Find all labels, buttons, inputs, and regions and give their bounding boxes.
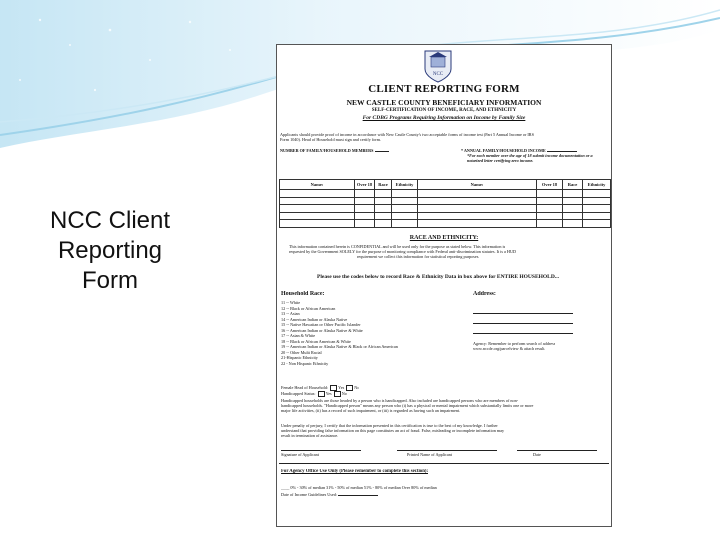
income-note: *For each member over the age of 18 submit income documentation or a notarized letter certifying zero income. [467, 153, 593, 163]
col-header: Race [375, 180, 392, 190]
slide-title: NCC Client Reporting Form [49, 207, 171, 294]
intro-text-2: Form 1040). Head of Household must sign and certify form. [280, 137, 382, 142]
members-label: NUMBER OF FAMILY/HOUSEHOLD MEMBERS [280, 148, 389, 153]
female-hoh-label: Female Head of Household: [281, 385, 329, 390]
agency-use-heading: For Agency Office Use Only (Please remember to complete this section): [281, 469, 429, 474]
col-header: Name: [280, 180, 355, 190]
codes-instruction: Please use the codes below to record Race & Ethnicity Data in box above for ENTIRE HOUSEHOLD... [317, 274, 559, 280]
client-reporting-form-image [276, 44, 612, 527]
race-code-16: 16 -- American Indian or Alaska Native & White [281, 327, 363, 333]
race-code-21: 21-Hispanic Ethnicity [281, 355, 318, 360]
certification-1: Under penalty of perjury, I certify that the information presented in this certification is true to the best of my knowledge. I further [281, 423, 498, 428]
form-title: CLIENT REPORTING FORM [368, 83, 520, 95]
household-members-table [279, 179, 611, 228]
handicapped-yes-checkbox[interactable] [318, 391, 325, 397]
program-line: For CDBG Programs Requiring Information on Income by Family Size [362, 115, 526, 121]
col-header: Ethnicity [583, 180, 611, 190]
no-label: No [354, 385, 360, 390]
race-heading: RACE AND ETHNICITY: [409, 235, 479, 241]
address-line [473, 323, 573, 324]
table-row [280, 212, 611, 220]
yes-label: Yes [325, 391, 332, 396]
agency-note-2: www.nccde.org/parcelview & attach result. [473, 346, 546, 351]
race-code-11: 11 -- White [281, 300, 301, 305]
race-para-1: This information contained herein is CONFIDENTIAL and will be used only for the purpose as stated below. This information is [289, 244, 506, 249]
race-code-15: 15 -- Native Hawaiian or Other Pacific Islander [281, 322, 361, 327]
divider [279, 463, 609, 464]
handicapped-no-checkbox[interactable] [334, 391, 341, 397]
race-para-2: requested by the Government SOLELY for the purpose of monitoring compliance with Federal anti-discrimination statutes. It is a HUD [289, 249, 517, 254]
race-code-13: 13 -- Asian [281, 311, 300, 316]
certification-3: result in termination of assistance. [281, 433, 339, 438]
col-header: Over 18 [355, 180, 375, 190]
col-header: Over 18 [537, 180, 563, 190]
handicap-para-2: handicapped households. "Handicapped person" means any person who (i) has a physical or mental impairment which substantially limits one or more [281, 403, 534, 408]
agency-note-1: Agency: Remember to perform search of address [473, 341, 556, 346]
printed-name-line [397, 450, 497, 451]
table-row [280, 197, 611, 205]
col-header: Name: [418, 180, 537, 190]
address-line [473, 333, 573, 334]
race-code-12: 12 -- Black or African American [281, 305, 336, 311]
handicapped-row [281, 391, 347, 397]
handicap-para-1: Handicapped households are those headed by a person who is handicapped. Also included are handicapped persons who are members of non- [281, 398, 519, 403]
income-brackets: ____ 0% - 30% of median 31% - 50% of median 51% - 80% of median Over 80% of median [281, 485, 437, 490]
address-line [473, 313, 573, 314]
table-row [280, 190, 611, 198]
race-code-18: 18 -- Black or African American & White [281, 338, 351, 344]
form-subtitle-2: SELF-CERTIFICATION OF INCOME, RACE, AND ETHNICITY [371, 108, 517, 113]
signature-label: Signature of Applicant [281, 452, 319, 457]
table-row [280, 205, 611, 213]
female-hoh-no-checkbox[interactable] [346, 385, 353, 391]
county-seal-logo [423, 49, 453, 83]
signature-line [281, 450, 361, 451]
income-label: * ANNUAL FAMILY/HOUSEHOLD INCOME [461, 148, 577, 153]
date-label: Date [533, 452, 541, 457]
col-header: Ethnicity [392, 180, 418, 190]
household-race-heading: Household Race: [281, 291, 325, 297]
col-header: Race [563, 180, 583, 190]
form-subtitle: NEW CASTLE COUNTY BENEFICIARY INFORMATION [346, 98, 542, 107]
guidelines-date: Date of Income Guidelines Used: [281, 492, 378, 497]
race-code-14: 14 -- American Indian or Alaska Native [281, 316, 348, 322]
race-code-20: 20 -- Other Multi Racial [281, 349, 322, 355]
yes-label: Yes [338, 385, 345, 390]
table-row [280, 220, 611, 228]
table-header-row [280, 180, 611, 190]
handicapped-label: Handicapped Status: [281, 391, 316, 396]
race-para-3: requirement we collect this information for statistical reporting purposes. [357, 254, 480, 259]
handicap-para-3: major life activities, (ii) has a record of such impairment, or (iii) is regarded as having such an impairment. [281, 408, 461, 413]
date-line [517, 450, 597, 451]
address-heading: Address: [473, 291, 496, 297]
no-label: No [341, 391, 347, 396]
race-code-19: 19 -- American Indian or Alaska Native & Black or African American [281, 344, 398, 349]
certification-2: understand that providing false information on this page constitutes an act of fraud. False, misleading or incomplete information may [281, 428, 505, 433]
printed-name-label: Printed Name of Applicant [407, 452, 453, 457]
intro-text-1: Applicants should provide proof of income in accordance with New Castle County's two acceptable forms of income test (Part 5 Annual Income or IRS [280, 132, 534, 137]
race-code-17: 17 -- Asian & White [281, 333, 316, 338]
svg-text:NCC: NCC [432, 72, 444, 77]
race-code-22: 22 - Non Hispanic Ethnicity [281, 360, 329, 366]
